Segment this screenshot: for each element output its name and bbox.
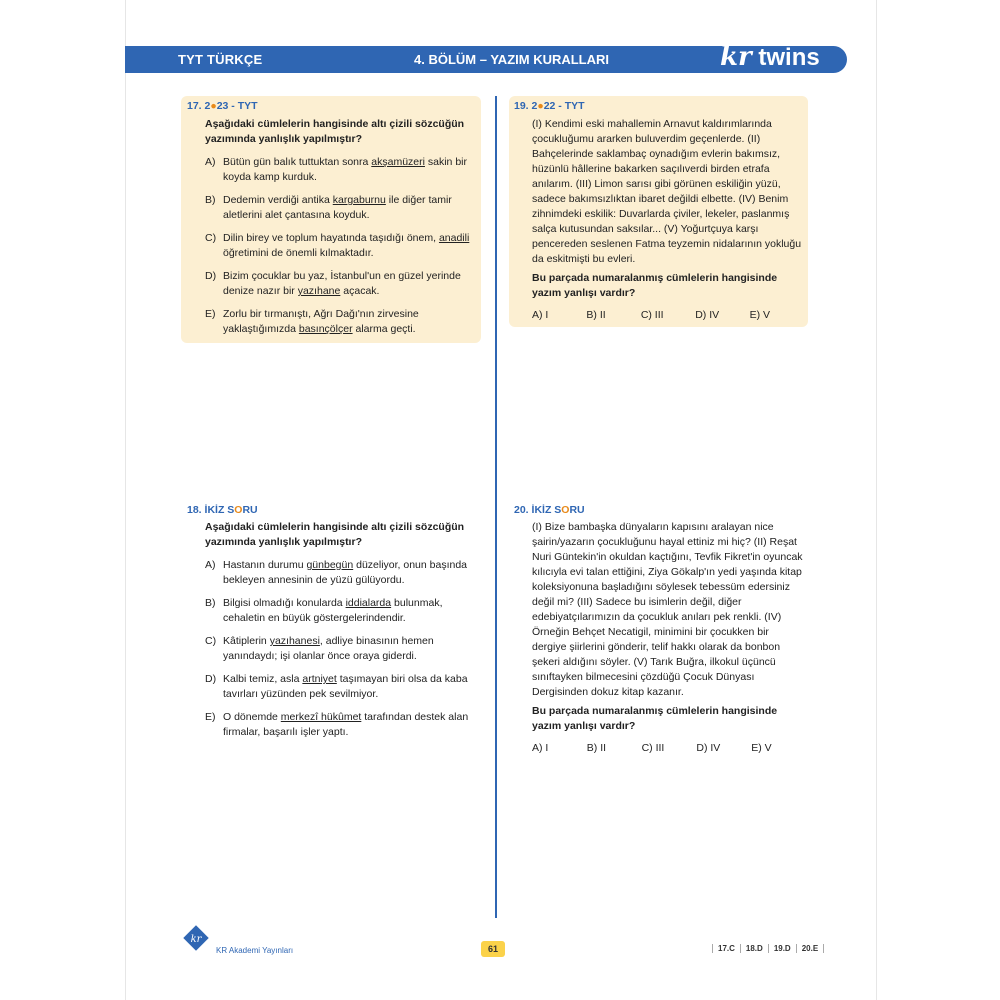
option-letter: D): [205, 673, 217, 685]
q17-option: [205, 307, 475, 337]
option-text-pre: Zorlu bir tırmanıştı, Ağrı Dağı'nın zirvesine yaklaştığımızda: [223, 308, 419, 335]
option-text-pre: O dönemde: [223, 711, 281, 723]
option-text: [223, 558, 477, 588]
option-text: [223, 710, 477, 740]
underlined-word: kargaburnu: [332, 194, 386, 206]
logo-twins-text: twins: [758, 44, 820, 71]
option-text: [223, 269, 475, 299]
option-letter: C): [205, 635, 217, 647]
option-letter: A): [205, 559, 216, 571]
answer-choice: B) II: [586, 309, 606, 321]
question-17-stem: Aşağıdaki cümlelerin hangisinde altı çizili sözcüğün yazımında yanlışlık yapılmıştır?: [205, 118, 465, 145]
question-17-box: [181, 96, 481, 343]
option-text: [223, 672, 477, 702]
q18-option: [205, 672, 477, 702]
option-text-post: bulunmak, cehaletin en büyük göstergelerindendir.: [223, 597, 443, 624]
option-letter: C): [205, 232, 217, 244]
option-letter: D): [205, 270, 217, 282]
q17-option: [205, 231, 475, 261]
question-20-number: [514, 504, 809, 516]
q18-tag-o: O: [234, 504, 243, 516]
answer-choice: D) IV: [696, 742, 721, 754]
underlined-word: anadili: [438, 232, 470, 244]
q17-option: [205, 269, 475, 299]
answer-key-item: 20.E: [796, 944, 824, 953]
q18-option: [205, 634, 477, 664]
q19-number-dot: ●: [537, 100, 544, 112]
underlined-word: basınçölçer: [298, 323, 353, 335]
underlined-word: akşamüzeri: [371, 156, 425, 168]
answer-choice: D) IV: [695, 309, 720, 321]
option-letter: B): [205, 597, 216, 609]
option-text-post: sakin bir koyda kamp kurduk.: [223, 156, 467, 183]
q20-tag-post: RU: [569, 504, 585, 516]
option-text-post: açacak.: [340, 285, 380, 297]
question-20-question: Bu parçada numaralanmış cümlelerin hangisinde yazım yanlışı vardır?: [532, 705, 778, 732]
question-18-options: [205, 558, 477, 740]
answer-choice: E) V: [751, 742, 772, 754]
question-18: [187, 504, 477, 740]
option-text-pre: Bütün gün balık tuttuktan sonra: [223, 156, 372, 168]
q18-option: [205, 710, 477, 740]
q18-option: [205, 596, 477, 626]
option-letter: A): [205, 156, 216, 168]
underlined-word: yazıhanesi: [269, 635, 320, 647]
answer-choice: C) III: [640, 309, 664, 321]
question-19-box: [509, 96, 808, 327]
option-text: [223, 231, 475, 261]
option-text: [223, 193, 475, 223]
answer-choice: B) II: [586, 742, 607, 754]
option-text-pre: Kalbi temiz, asla: [223, 673, 303, 685]
q17-number-dot: ●: [210, 100, 217, 112]
option-text-pre: Dedemin verdiği antika: [223, 194, 333, 206]
underlined-word: yazıhane: [297, 285, 341, 297]
q17-number-suffix: 23 - TYT: [216, 100, 258, 112]
option-text-post: tarafından destek alan firmalar, başarılı işler yaptı.: [223, 711, 469, 738]
question-18-stem: Aşağıdaki cümlelerin hangisinde altı çizili sözcüğün yazımında yanlışlık yapılmıştır?: [205, 521, 465, 548]
q17-option: [205, 193, 475, 223]
q18-option: [205, 558, 477, 588]
q20-tag-o: O: [561, 504, 570, 516]
column-divider: [495, 96, 497, 918]
option-text-pre: Bilgisi olmadığı konularda: [223, 597, 346, 609]
subject-title: TYT TÜRKÇE: [178, 52, 263, 67]
answer-choice: E) V: [749, 309, 771, 321]
q18-number: 18.: [187, 504, 202, 516]
question-17-options: [205, 155, 475, 337]
kr-publisher-logo-icon: [182, 924, 210, 952]
q19-number-suffix: 22 - TYT: [543, 100, 585, 112]
option-text: [223, 634, 477, 664]
option-text: [223, 307, 475, 337]
option-text-post: ile diğer tamir aletlerini alet çantasına koyduk.: [223, 194, 452, 221]
q20-tag-pre: İKİZ S: [531, 504, 562, 516]
question-19-question: Bu parçada numaralanmış cümlelerin hangisinde yazım yanlışı vardır?: [532, 272, 778, 299]
option-text: [223, 596, 477, 626]
option-text: [223, 155, 475, 185]
question-19-choices: [532, 309, 804, 321]
option-text-post: düzeliyor, onun başında bekleyen annesinin de yüzü gülüyordu.: [223, 559, 468, 586]
answer-choice: C) III: [641, 742, 665, 754]
q20-number: 20.: [514, 504, 529, 516]
section-title: 4. BÖLÜM – YAZIM KURALLARI: [414, 52, 610, 67]
option-text-post: alarma geçti.: [352, 323, 416, 335]
answer-key-item: 17.C: [712, 944, 740, 953]
page-number: 61: [481, 941, 505, 957]
option-text-pre: Kâtiplerin: [223, 635, 270, 647]
option-letter: E): [205, 308, 216, 320]
q18-tag-post: RU: [242, 504, 258, 516]
option-letter: E): [205, 711, 216, 723]
option-text-post: öğretimini de önemli kılmaktadır.: [223, 247, 374, 259]
question-17-number: [187, 100, 258, 112]
answer-key-item: 18.D: [740, 944, 768, 953]
answer-key: [712, 944, 824, 953]
question-18-number: [187, 504, 477, 516]
question-19-number: [514, 100, 585, 112]
logo-kr-text: kr: [720, 42, 752, 72]
answer-choice: A) I: [532, 742, 549, 754]
option-text-pre: Hastanın durumu: [223, 559, 307, 571]
twins-logo: [720, 42, 820, 76]
svg-text:kr: kr: [190, 934, 202, 945]
q17-number-prefix: 17. 2: [187, 100, 211, 112]
question-20-paragraph: (I) Bize bambaşka dünyaların kapısını aralayan nice şairin/yazarın çocukluğunu hayal ettiniz mi hiç? (II) Reşat Nuri Güntekin'in okuldan kaçtığını, Tevfik Fikret'in oyuncak kılıcıyla evi talan ettiğini, Ziya Gökalp'ın yedi yaşında kitap koleksiyonuna başladığını söylesek tebessüm edersiniz değil mi? (III) Sadece bu isimlerin değil, diğer edebiyatçılarımızın da çocukluk anıları pek renkli. (IV) Örneğin Behçet Necatigil, minimini bir çocukken bir dergiye şiirlerini gönderir, telif hakkı olarak da bonbon şekeri aldığını söyler. (V) Tarık Buğra, ilkokul üçüncü sınıftayken bilmecesini çözdüğü Çocuk Dünyası Dergisinden dokuz kitap kazanır.: [532, 521, 803, 698]
question-20: [514, 504, 809, 754]
option-text-post: taşımayan biri olsa da kaba tavırları yüzünden pek sevilmiyor.: [223, 673, 468, 700]
q17-option: [205, 155, 475, 185]
question-19-paragraph: (I) Kendimi eski mahallemin Arnavut kaldırımlarında çocukluğumu ararken buluverdim geçenlerde. (II) Bahçelerinde saklambaç oynadığım evlerin bakımsız, hüzünlü hâllerine bakarken saçılıverdi birden etrafa anılarım. (III) Limon sarısı gibi görünen eskiliğin yüzü, sadece bakımsızlıktan ibaret değildi elbette. (IV) Benim zihnimdeki eskilik: Duvarlarda çiviler, lekeler, paslanmış salça kutusundan saksılar... (V) Yoğurtçuya karşı pencereden seslenen Fatma teyzemin nidalarının yokluğu da eskitmişti bu evleri.: [532, 118, 802, 265]
option-text-pre: Dilin birey ve toplum hayatında taşıdığı önem,: [223, 232, 439, 244]
option-letter: B): [205, 194, 216, 206]
underlined-word: merkezî hükûmet: [280, 711, 362, 723]
answer-key-item: 19.D: [768, 944, 796, 953]
q19-number-prefix: 19. 2: [514, 100, 538, 112]
underlined-word: günbegün: [306, 559, 354, 571]
underlined-word: iddialarda: [345, 597, 392, 609]
question-20-choices: [532, 742, 806, 754]
publisher-name: KR Akademi Yayınları: [216, 946, 294, 955]
option-text-pre: Bizim çocuklar bu yaz, İstanbul'un en güzel yerinde denize nazır bir: [223, 270, 461, 297]
option-text-post: , adliye binasının hemen yanındaydı; işi olanlar önce oraya giderdi.: [223, 635, 434, 662]
answer-choice: A) I: [532, 309, 549, 321]
q18-tag-pre: İKİZ S: [204, 504, 235, 516]
underlined-word: artniyet: [302, 673, 337, 685]
